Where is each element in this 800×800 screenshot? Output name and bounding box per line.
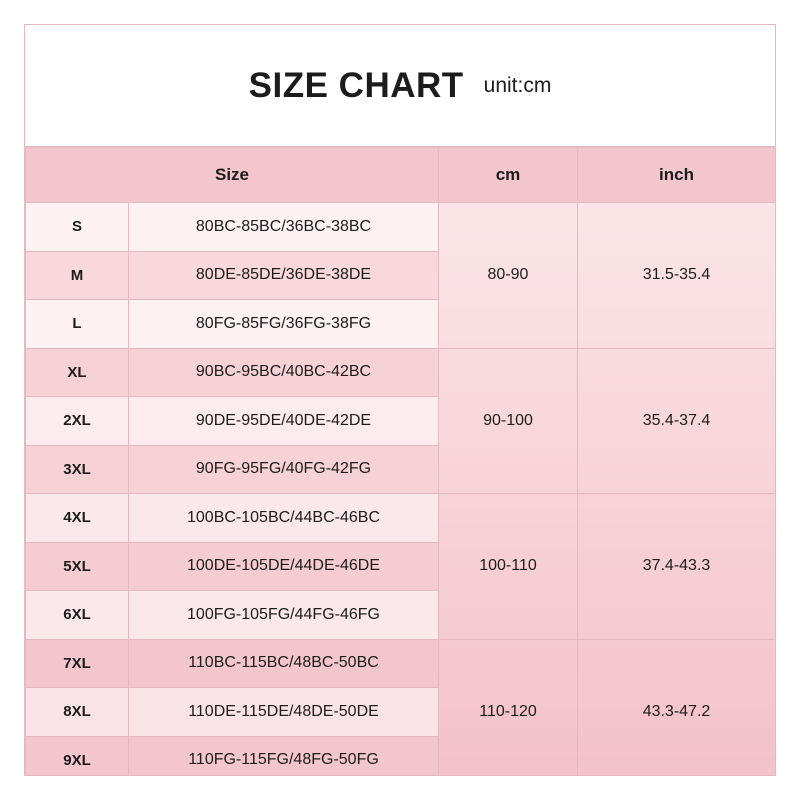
cell-size: L [26, 300, 129, 349]
size-chart-table [25, 147, 776, 776]
cell-cm-range: 110-120 [439, 639, 578, 776]
cell-size: XL [26, 348, 129, 397]
table-header-row [26, 148, 776, 203]
cell-detail: 90DE-95DE/40DE-42DE [129, 397, 439, 446]
cell-size: M [26, 251, 129, 300]
cell-cm-range: 90-100 [439, 348, 578, 494]
cell-detail: 90FG-95FG/40FG-42FG [129, 445, 439, 494]
table-body [26, 203, 776, 777]
cell-inch-range: 43.3-47.2 [578, 639, 776, 776]
cell-size: S [26, 203, 129, 252]
cell-detail: 110DE-115DE/48DE-50DE [129, 688, 439, 737]
cell-size: 2XL [26, 397, 129, 446]
table-row [26, 494, 776, 543]
cell-size: 3XL [26, 445, 129, 494]
table-header [26, 148, 776, 203]
cell-inch-range: 31.5-35.4 [578, 203, 776, 349]
cell-size: 6XL [26, 591, 129, 640]
size-chart-card [24, 24, 776, 776]
cell-detail: 80BC-85BC/36BC-38BC [129, 203, 439, 252]
cell-detail: 100BC-105BC/44BC-46BC [129, 494, 439, 543]
cell-detail: 100DE-105DE/44DE-46DE [129, 542, 439, 591]
column-header-size: Size [26, 148, 439, 203]
cell-size: 7XL [26, 639, 129, 688]
cell-size: 8XL [26, 688, 129, 737]
cell-detail: 110FG-115FG/48FG-50FG [129, 736, 439, 776]
cell-detail: 100FG-105FG/44FG-46FG [129, 591, 439, 640]
cell-cm-range: 80-90 [439, 203, 578, 349]
cell-size: 9XL [26, 736, 129, 776]
cell-detail: 80DE-85DE/36DE-38DE [129, 251, 439, 300]
cell-cm-range: 100-110 [439, 494, 578, 640]
cell-inch-range: 35.4-37.4 [578, 348, 776, 494]
page-title: SIZE CHART [248, 65, 464, 105]
column-header-cm: cm [439, 148, 578, 203]
chart-header [25, 25, 775, 147]
cell-detail: 110BC-115BC/48BC-50BC [129, 639, 439, 688]
table-row [26, 639, 776, 688]
column-header-inch: inch [578, 148, 776, 203]
table-row [26, 348, 776, 397]
cell-size: 4XL [26, 494, 129, 543]
cell-inch-range: 37.4-43.3 [578, 494, 776, 640]
cell-detail: 80FG-85FG/36FG-38FG [129, 300, 439, 349]
cell-size: 5XL [26, 542, 129, 591]
unit-label: unit:cm [483, 73, 552, 97]
cell-detail: 90BC-95BC/40BC-42BC [129, 348, 439, 397]
table-row [26, 203, 776, 252]
